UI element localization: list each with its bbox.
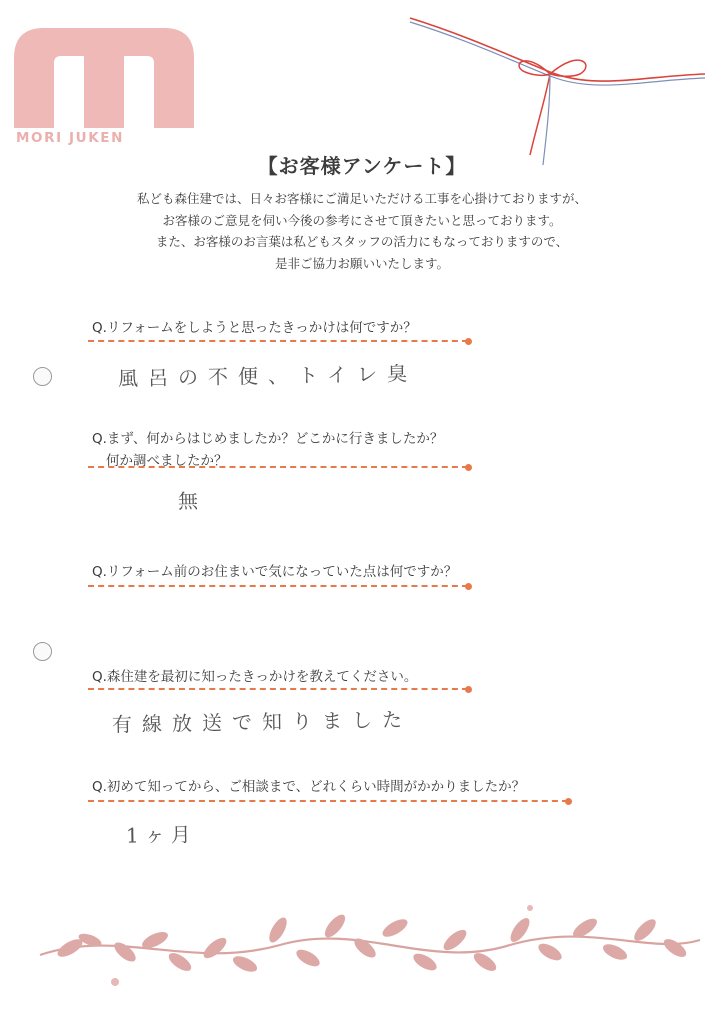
survey-title: 【お客様アンケート】 <box>257 154 467 178</box>
logo-wordmark: MORI JUKEN <box>16 130 124 146</box>
question-1 <box>92 317 417 339</box>
question-underline <box>88 466 468 468</box>
intro-line: 是非ご協力お願いいたします。 <box>274 255 449 271</box>
handwritten-answer-4: 有線放送で知りました <box>111 707 413 737</box>
question-text: Q.リフォームをしようと思ったきっかけは何ですか？ <box>92 320 417 336</box>
handwritten-answer-5: 1ヶ月 <box>125 822 197 848</box>
punch-hole <box>33 367 52 386</box>
question-text: Q.リフォーム前のお住まいで気になっていた点は何ですか？ <box>92 564 458 580</box>
question-text: Q.まず、何からはじめましたか？どこかに行きましたか？ <box>92 431 444 447</box>
intro-paragraph <box>60 188 664 274</box>
question-underline <box>88 585 468 587</box>
question-3 <box>92 561 457 583</box>
handwritten-answer-1: 風呂の不便、トイレ臭 <box>117 361 418 391</box>
handwritten-answer-2: 無 <box>177 488 209 514</box>
intro-line: また、お客様のお言葉は私どもスタッフの活力にもなっておりますので、 <box>155 234 569 249</box>
intro-line: お客様のご意見を伺い今後の参考にさせて頂きたいと思っております。 <box>162 212 562 228</box>
question-underline <box>88 340 468 342</box>
question-4 <box>92 666 417 688</box>
logo-m-mark <box>14 28 194 128</box>
question-text: 何か調べましたか？ <box>106 453 228 469</box>
question-5 <box>92 776 525 798</box>
punch-hole <box>33 642 52 661</box>
question-text: Q.初めて知ってから、ご相談まで、どれくらい時間がかかりましたか？ <box>92 779 526 795</box>
company-logo <box>14 28 194 150</box>
question-underline <box>88 688 468 690</box>
intro-line: 私ども森住建では、日々お客様にご満足いただける工事を心掛けておりますが、 <box>136 191 587 206</box>
question-underline <box>88 800 568 802</box>
question-text: Q.森住建を最初に知ったきっかけを教えてください。 <box>92 669 418 685</box>
leaf-vine-decoration <box>30 900 710 1010</box>
